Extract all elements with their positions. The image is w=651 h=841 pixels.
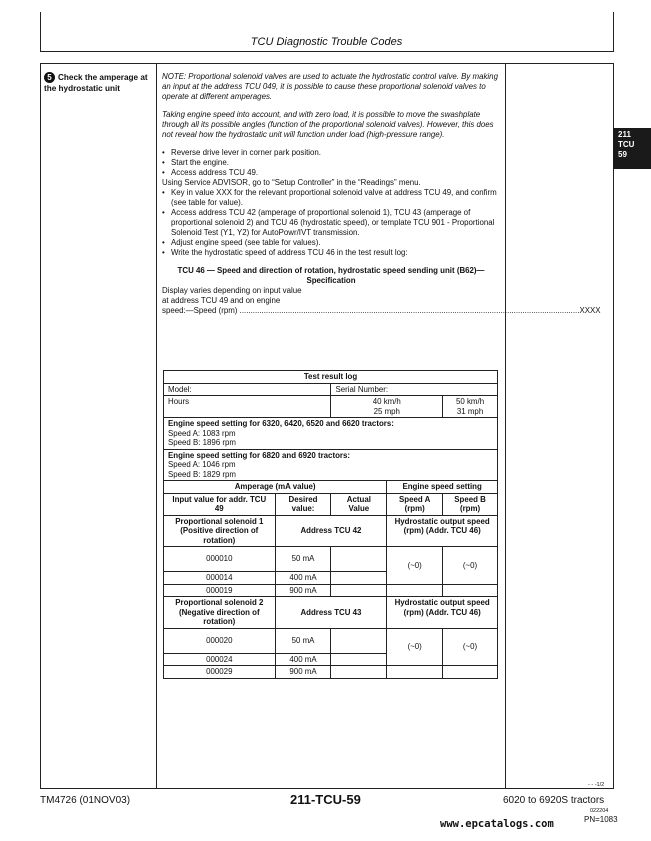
step-label <box>44 72 154 94</box>
desired-value-cell: 50 mA <box>275 628 331 653</box>
speed-b-cell-empty <box>443 666 498 679</box>
column-header-input: Input value for addr. TCU 49 <box>164 493 276 515</box>
spec-line: at address TCU 49 and on engine <box>162 296 281 305</box>
speed-b-cell: (~0) <box>443 547 498 585</box>
section-top-rule <box>40 63 614 64</box>
section-side-tab <box>613 128 651 169</box>
engine-setting-title-2: Engine speed setting for 6820 and 6920 tractors: <box>168 450 350 460</box>
input-value-cell: 000014 <box>164 572 276 585</box>
spec-value: XXXX <box>579 306 601 315</box>
input-value-cell: 000029 <box>164 666 276 679</box>
column-header-desired: Desired value: <box>275 493 331 515</box>
engine-speed-a-1: Speed A: 1083 rpm <box>168 428 236 438</box>
input-value-cell: 000019 <box>164 584 276 597</box>
column-header-speed-a: Speed A (rpm) <box>387 493 443 515</box>
footer-page-number: 211-TCU-59 <box>290 792 361 807</box>
column-divider-right <box>505 63 506 789</box>
spec-value-row <box>162 306 601 316</box>
solenoid-1-address: Address TCU 42 <box>275 515 387 547</box>
side-tab-line-2: TCU <box>618 140 635 149</box>
engine-speed-setting-header: Engine speed setting <box>387 481 498 494</box>
speed-1-mph: 25 mph <box>373 406 400 416</box>
serial-label: Serial Number: <box>331 383 498 396</box>
input-value-cell: 000020 <box>164 628 276 653</box>
speed-a-cell: (~0) <box>387 547 443 585</box>
actual-value-cell <box>331 547 387 572</box>
procedure-step: • Write the hydrostatic speed of address TCU 46 in the test result log: <box>162 248 500 258</box>
section-bottom-rule <box>40 788 614 789</box>
footer-model-range: 6020 to 6920S tractors <box>503 795 605 806</box>
page-header-title: TCU Diagnostic Trouble Codes <box>250 36 403 48</box>
input-value-cell: 000010 <box>164 547 276 572</box>
step-content <box>162 72 601 316</box>
footer-pn: PN=1083 <box>584 815 618 824</box>
desired-value-cell: 900 mA <box>275 666 331 679</box>
speed-2-kmh: 50 km/h <box>456 397 485 406</box>
speed-a-cell: (~0) <box>387 628 443 666</box>
page-continuation-marker: - - -1/2 <box>588 782 605 788</box>
section-right-rule <box>613 63 614 789</box>
speed-column-2 <box>443 396 498 418</box>
solenoid-2-address: Address TCU 43 <box>275 597 387 629</box>
speed-b-cell: (~0) <box>443 628 498 666</box>
engine-setting-title-1: Engine speed setting for 6320, 6420, 6520 and 6620 tractors: <box>168 419 394 428</box>
solenoid-1-label: Proportional solenoid 1 (Positive direction of rotation) <box>164 515 276 547</box>
note-paragraph-2: Taking engine speed into account, and with zero load, it is possible to move the swashplate through all its possible angles (function of the proportional solenoid valves). However, this does not reveal how the hydrostatic unit will function under load (high-pressure range). <box>162 110 494 139</box>
engine-setting-group-2 <box>164 449 498 481</box>
footer-code: 022204 <box>590 808 609 814</box>
amperage-header: Amperage (mA value) <box>164 481 387 494</box>
side-tab-line-1: 211 <box>618 130 631 139</box>
solenoid-2-label: Proportional solenoid 2 (Negative direction of rotation) <box>164 597 276 629</box>
model-label: Model: <box>164 383 331 396</box>
procedure-step: • Adjust engine speed (see table for values). <box>162 238 500 248</box>
speed-a-cell-empty <box>387 666 443 679</box>
speed-a-cell-empty <box>387 584 443 597</box>
engine-speed-b-1: Speed B: 1896 rpm <box>168 438 236 447</box>
header-right-rule <box>613 12 614 52</box>
procedure-step: • Reverse drive lever in corner park position. <box>162 148 500 158</box>
actual-value-cell <box>331 572 387 585</box>
column-divider-left <box>156 63 157 789</box>
desired-value-cell: 50 mA <box>275 547 331 572</box>
actual-value-cell <box>331 653 387 666</box>
advisor-instruction: Using Service ADVISOR, go to “Setup Controller” in the “Readings” menu. <box>162 178 421 187</box>
solenoid-1-output: Hydrostatic output speed (rpm) (Addr. TCU 46) <box>387 515 498 547</box>
desired-value-cell: 900 mA <box>275 584 331 597</box>
desired-value-cell: 400 mA <box>275 572 331 585</box>
speed-1-kmh: 40 km/h <box>372 397 401 406</box>
side-tab-line-3: 59 <box>618 150 627 159</box>
spec-line: Display varies depending on input value <box>162 286 302 295</box>
section-left-rule <box>40 63 41 789</box>
engine-speed-b-2: Speed B: 1829 rpm <box>168 469 236 479</box>
step-label-text: Check the amperage at the hydrostatic unit <box>44 73 148 93</box>
actual-value-cell <box>331 628 387 653</box>
test-result-log-table <box>163 370 498 679</box>
procedure-list-b <box>162 188 500 258</box>
solenoid-2-output: Hydrostatic output speed (rpm) (Addr. TCU 46) <box>387 597 498 629</box>
engine-setting-group-1 <box>164 418 498 450</box>
procedure-step: • Access address TCU 49. <box>162 168 500 178</box>
column-header-speed-b: Speed B (rpm) <box>443 493 498 515</box>
speed-2-mph: 31 mph <box>456 406 484 416</box>
actual-value-cell <box>331 584 387 597</box>
procedure-step: • Key in value XXX for the relevant proportional solenoid valve at address TCU 49, and confirm (see table for value). <box>162 188 500 208</box>
procedure-step: • Start the engine. <box>162 158 500 168</box>
desired-value-cell: 400 mA <box>275 653 331 666</box>
engine-speed-a-2: Speed A: 1046 rpm <box>168 460 236 469</box>
specification-heading: TCU 46 — Speed and direction of rotation, hydrostatic speed sending unit (B62)—Specification <box>177 266 485 285</box>
footer-manual-id: TM4726 (01NOV03) <box>40 795 131 806</box>
log-title: Test result log <box>164 371 498 384</box>
actual-value-cell <box>331 666 387 679</box>
procedure-list-a <box>162 148 500 178</box>
spec-value-label: speed:—Speed (rpm) ........................................................................................................................................................... <box>162 306 580 315</box>
column-header-actual: Actual Value <box>331 493 387 515</box>
procedure-step: • Access address TCU 42 (amperage of proportional solenoid 1), TCU 43 (amperage of proportional solenoid 2) and TCU 46 (hydrostatic speed), or template TCU 901 - Proportional Solenoid Test (Y1, Y2) for AutoPowr/IVT transmission. <box>162 208 500 238</box>
note-paragraph: NOTE: Proportional solenoid valves are used to actuate the hydrostatic control valve. By making an input at the address TCU 049, it is possible to cause these proportional solenoid valves to operate at different amperages. <box>162 72 498 101</box>
header-bottom-rule <box>40 51 614 52</box>
watermark-text: www.epcatalogs.com <box>440 818 554 830</box>
speed-b-cell-empty <box>443 584 498 597</box>
hours-label: Hours <box>164 396 331 418</box>
spec-value-label-text: speed:—Speed (rpm) <box>162 306 238 315</box>
step-number-badge: 5 <box>44 72 55 83</box>
input-value-cell: 000024 <box>164 653 276 666</box>
speed-column-1 <box>331 396 443 418</box>
